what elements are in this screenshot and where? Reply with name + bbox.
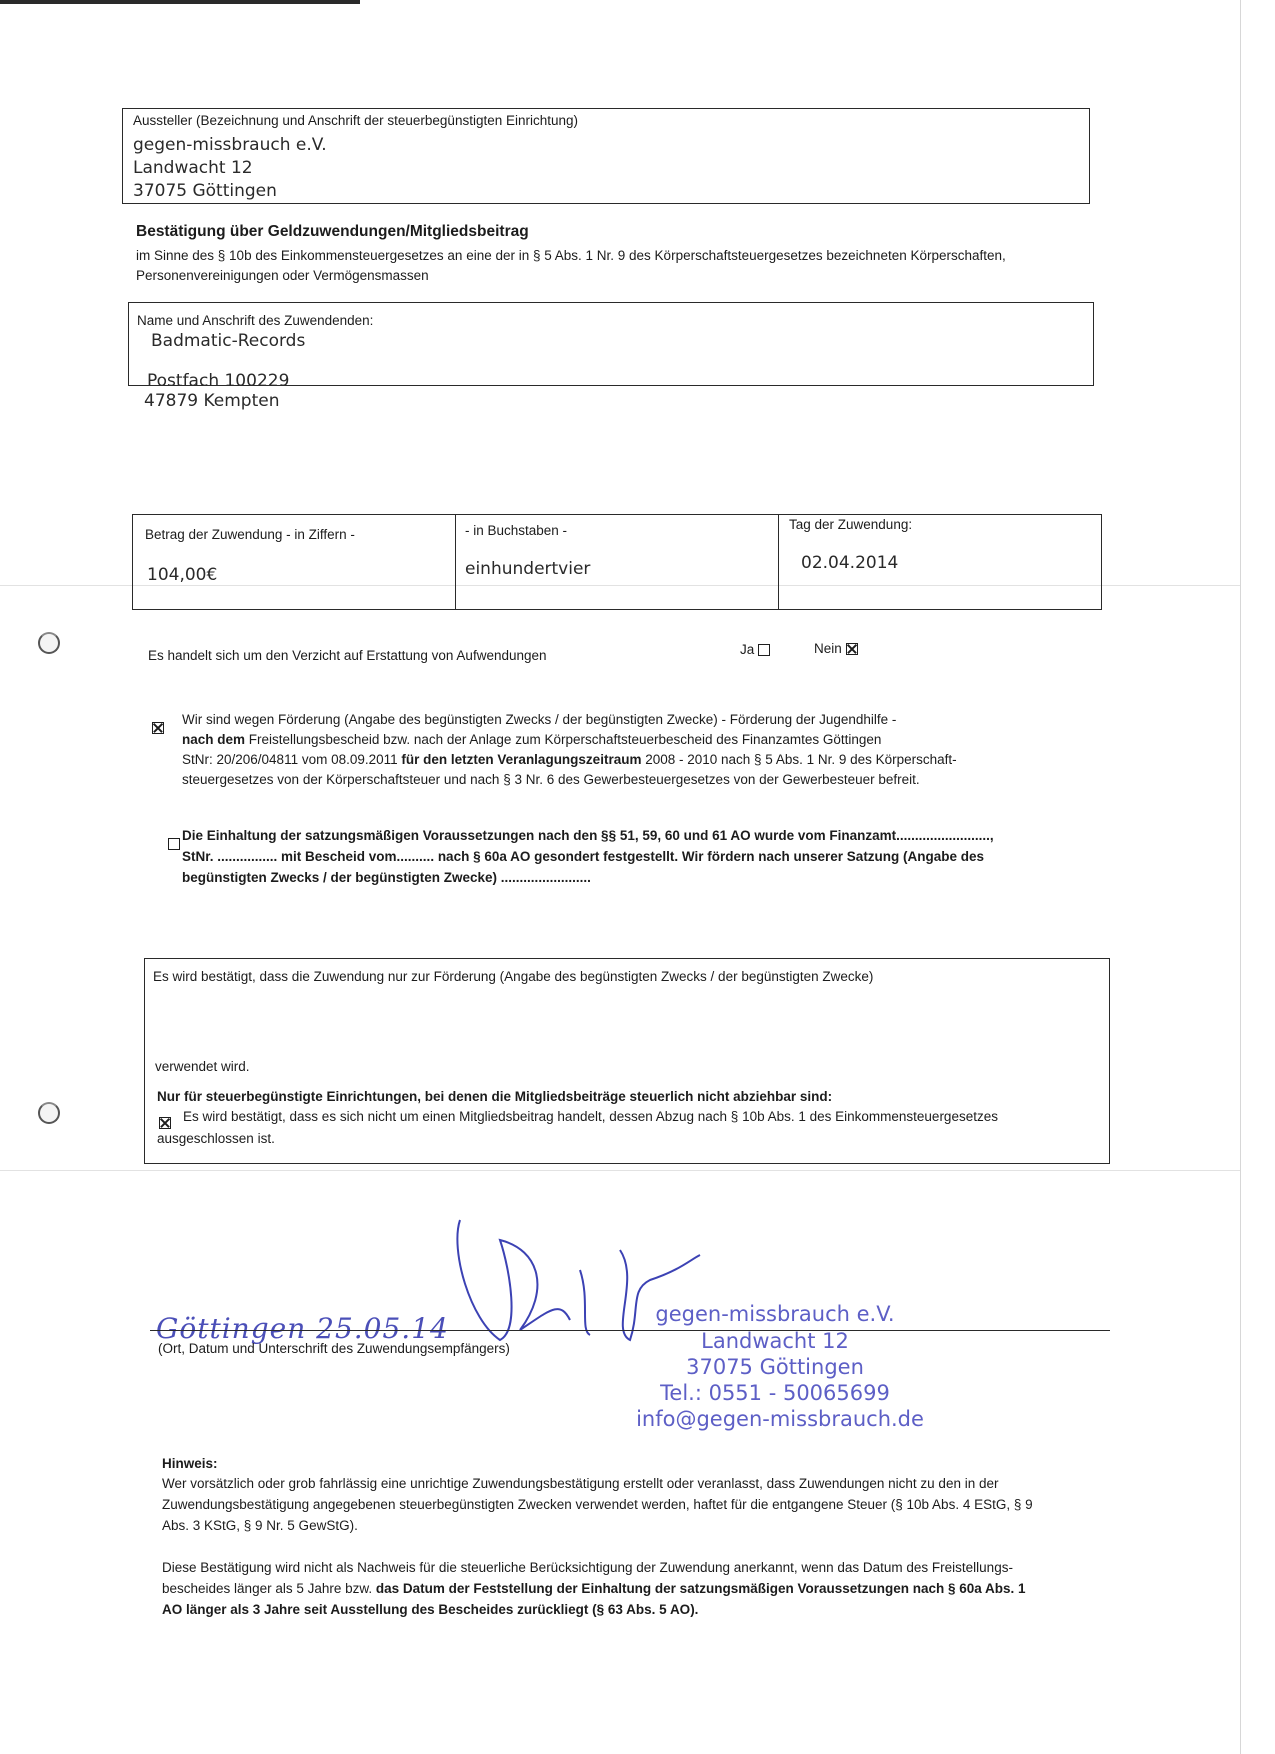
option2-checkbox[interactable] [168,838,180,850]
issuer-city: 37075 Göttingen [133,181,277,201]
notice-heading: Hinweis: [162,1456,218,1471]
option2-line: Die Einhaltung der satzungsmäßigen Voraussetzungen nach den §§ 51, 59, 60 und 61 AO wurde vom Finanzamt........................., [182,828,994,843]
donor-box [128,302,1094,391]
waiver-yes[interactable] [740,642,770,657]
option1-line: steuergesetzes von der Körperschaftsteuer und nach § 3 Nr. 6 des Gewerbesteuergesetzes von der Gewerbesteuer befreit. [182,772,920,787]
option1-line [182,752,957,767]
scan-edge [0,0,360,4]
stamp-street: Landwacht 12 [701,1329,849,1353]
amount-digits-value: 104,00€ [147,565,218,585]
usage-box [144,958,1110,1164]
amount-digits-caption: Betrag der Zuwendung - in Ziffern - [145,527,355,542]
punch-hole [38,1102,60,1124]
stamp-name: gegen-missbrauch e.V. [655,1302,895,1326]
option1-line [182,732,881,747]
donor-name: Badmatic-Records [151,331,306,351]
stamp-city: 37075 Göttingen [686,1355,864,1379]
option1-text: Freistellungsbescheid bzw. nach der Anlage zum Körperschaftsteuerbescheid des Finanzamtes Göttingen [245,732,882,747]
issuer-name: gegen-missbrauch e.V. [133,135,327,155]
confirmation-text-line: im Sinne des § 10b des Einkommensteuergesetzes an eine der in § 5 Abs. 1 Nr. 9 des Körperschaftsteuergesetzes bezeichneten Körperschaften, [136,248,1006,263]
notice-line: Abs. 3 KStG, § 9 Nr. 5 GewStG). [162,1518,358,1533]
option2-line: begünstigten Zwecks / der begünstigten Zwecke) ........................ [182,870,591,885]
fold-line [0,1170,1240,1171]
waiver-text: Es handelt sich um den Verzicht auf Erstattung von Aufwendungen [148,648,547,663]
amount-words-caption: - in Buchstaben - [465,523,568,538]
donor-city: 47879 Kempten [144,391,280,411]
confirmation-text-line: Personenvereinigungen oder Vermögensmassen [136,268,429,283]
option1-text: StNr: 20/206/04811 vom 08.09.2011 [182,752,402,767]
option2-line: StNr. ................ mit Bescheid vom.......... nach § 60a AO gesondert festgestellt. Wir fördern nach unserer Satzung (Angabe des [182,849,985,864]
waiver-no[interactable] [814,641,858,656]
donor-caption: Name und Anschrift des Zuwendenden: [137,313,374,328]
confirmation-heading: Bestätigung über Geldzuwendungen/Mitgliedsbeitrag [136,223,529,240]
stamp-phone: Tel.: 0551 - 50065699 [660,1381,890,1405]
member-heading: Nur für steuerbegünstigte Einrichtungen, bei denen die Mitgliedsbeiträge steuerlich nicht abziehbar sind: [157,1089,833,1104]
waiver-yes-checkbox[interactable] [758,644,770,656]
handwritten-place-date: Göttingen 25.05.14 [156,1312,449,1345]
member-checkbox[interactable] [159,1117,171,1129]
amount-table [132,514,1102,610]
column-divider [455,515,456,609]
member-line: Es wird bestätigt, dass es sich nicht um einen Mitgliedsbeitrag handelt, dessen Abzug nach § 10b Abs. 1 des Einkommensteuergesetzes [183,1109,998,1124]
waiver-yes-label: Ja [740,642,755,657]
waiver-no-checkbox[interactable] [846,643,858,655]
notice-bold-text: das Datum der Feststellung der Einhaltung der satzungsmäßigen Voraussetzungen nach § 60a Abs. 1 [375,1581,1026,1596]
issuer-street: Landwacht 12 [133,158,253,178]
notice-line [162,1581,1026,1596]
donation-date-caption: Tag der Zuwendung: [789,517,913,532]
usage-text: Es wird bestätigt, dass die Zuwendung nur zur Förderung (Angabe des begünstigten Zwecks / der begünstigten Zwecke) [153,969,874,984]
notice-line: AO länger als 3 Jahre seit Ausstellung des Bescheides zurückliegt (§ 63 Abs. 5 AO). [162,1602,699,1617]
donor-postbox: Postfach 100229 [147,371,290,391]
punch-hole [38,632,60,654]
notice-line: Zuwendungsbestätigung angegebenen steuerbegünstigten Zwecken verwendet werden, haftet für die entgangene Steuer (§ 10b Abs. 4 EStG, § 9 [162,1497,1033,1512]
option1-checkbox[interactable] [152,722,164,734]
option1-text: 2008 - 2010 nach § 5 Abs. 1 Nr. 9 des Körperschaft- [641,752,957,767]
option1-line: Wir sind wegen Förderung (Angabe des begünstigten Zwecks / der begünstigten Zwecke) - Förderung der Jugendhilfe - [182,712,897,727]
notice-line: Wer vorsätzlich oder grob fahrlässig eine unrichtige Zuwendungsbestätigung erstellt oder veranlasst, dass Zuwendungen nicht zu den in der [162,1476,999,1491]
notice-line: Diese Bestätigung wird nicht als Nachweis für die steuerliche Berücksichtigung der Zuwendung anerkannt, wenn das Datum des Freistellungs- [162,1560,1013,1575]
amount-words-value: einhundertvier [465,559,591,579]
notice-text: bescheides länger als 5 Jahre bzw. [162,1581,376,1596]
member-line: ausgeschlossen ist. [157,1131,275,1146]
issuer-caption: Aussteller (Bezeichnung und Anschrift der steuerbegünstigten Einrichtung) [133,113,579,128]
signature-caption: (Ort, Datum und Unterschrift des Zuwendungsempfängers) [158,1341,510,1356]
issuer-box [122,108,1090,204]
donation-date-value: 02.04.2014 [801,553,899,573]
waiver-no-label: Nein [814,641,842,656]
stamp-email: info@gegen-missbrauch.de [636,1407,924,1431]
option1-bold-text: für den letzten Veranlagungszeitraum [401,752,642,767]
usage-used-text: verwendet wird. [155,1059,250,1074]
option1-bold-text: nach dem [182,732,246,747]
column-divider [778,515,779,609]
